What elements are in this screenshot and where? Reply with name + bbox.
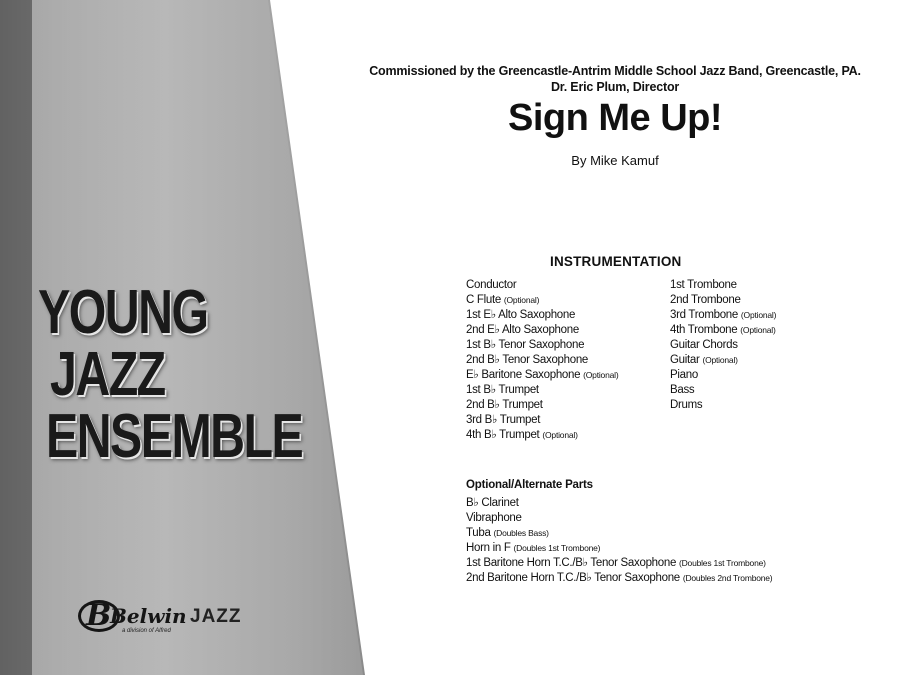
part-name: Drums — [670, 399, 703, 411]
part-item — [466, 511, 772, 526]
part-item — [466, 541, 772, 556]
part-item — [670, 338, 776, 353]
part-name: B♭ Clarinet — [466, 497, 519, 509]
part-item — [670, 368, 776, 383]
optional-parts-list — [466, 496, 772, 586]
part-note: (Doubles 1st Trombone) — [513, 543, 601, 553]
part-name: 2nd B♭ Trumpet — [466, 399, 543, 411]
part-item — [466, 496, 772, 511]
part-item — [466, 368, 618, 383]
part-name: Guitar — [670, 354, 700, 366]
part-item — [670, 308, 776, 323]
part-note: (Optional) — [503, 295, 540, 305]
part-name: 2nd Trombone — [670, 294, 741, 306]
part-name: Vibraphone — [466, 512, 522, 524]
part-name: Horn in F — [466, 542, 511, 554]
part-item — [466, 353, 618, 368]
part-name: Bass — [670, 384, 695, 396]
part-item — [466, 398, 618, 413]
part-item — [670, 278, 776, 293]
part-item — [466, 338, 618, 353]
series-title-young: YOUNG — [38, 278, 208, 347]
part-note: (Doubles Bass) — [493, 528, 549, 538]
part-item — [466, 308, 618, 323]
part-name: 1st B♭ Trumpet — [466, 384, 539, 396]
part-note: (Optional) — [740, 310, 777, 320]
part-name: 2nd Baritone Horn T.C./B♭ Tenor Saxophone — [466, 572, 680, 584]
part-name: 3rd B♭ Trumpet — [466, 414, 541, 426]
part-item — [466, 383, 618, 398]
part-item — [466, 293, 618, 308]
part-item — [670, 398, 776, 413]
instrumentation-heading: INSTRUMENTATION — [550, 254, 682, 269]
logo-b-icon: B — [86, 598, 112, 633]
part-item — [466, 556, 772, 571]
part-name: 4th Trombone — [670, 324, 738, 336]
part-note: (Optional) — [542, 430, 578, 440]
part-item — [466, 278, 618, 293]
part-name: 3rd Trombone — [670, 309, 738, 321]
page-title: Sign Me Up! — [507, 97, 723, 139]
part-name: Guitar Chords — [670, 339, 738, 351]
part-name: 1st E♭ Alto Saxophone — [466, 309, 576, 321]
belwin-jazz-logo — [78, 598, 258, 642]
part-item — [466, 571, 772, 586]
commission-line: Commissioned by the Greencastle-Antrim Middle School Jazz Band, Greencastle, PA. — [369, 64, 861, 78]
part-name: 1st Trombone — [670, 279, 737, 291]
part-name: 1st B♭ Tenor Saxophone — [466, 339, 585, 351]
part-note: (Optional) — [583, 370, 619, 380]
part-item — [670, 383, 776, 398]
instrumentation-right-column — [670, 278, 776, 413]
part-item — [670, 323, 776, 338]
part-name: Piano — [670, 369, 698, 381]
part-note: (Optional) — [740, 325, 776, 335]
series-title-jazz: JAZZ — [50, 340, 165, 409]
part-name: 2nd E♭ Alto Saxophone — [466, 324, 579, 336]
director-line: Dr. Eric Plum, Director — [550, 80, 680, 94]
part-name: Conductor — [466, 279, 517, 291]
composer-byline: By Mike Kamuf — [571, 153, 659, 168]
part-name: C Flute — [466, 294, 501, 306]
part-item — [670, 293, 776, 308]
part-item — [670, 353, 776, 368]
logo-jazz: JAZZ — [190, 606, 242, 627]
part-name: 1st Baritone Horn T.C./B♭ Tenor Saxophone — [466, 557, 677, 569]
part-name: 2nd B♭ Tenor Saxophone — [466, 354, 589, 366]
part-item — [466, 526, 772, 541]
part-note: (Doubles 1st Trombone) — [678, 558, 766, 568]
optional-parts-heading: Optional/Alternate Parts — [466, 479, 593, 491]
logo-brand: Belwin — [110, 604, 187, 628]
part-name: E♭ Baritone Saxophone — [466, 369, 581, 381]
part-name: Tuba — [466, 527, 491, 539]
part-item — [466, 428, 618, 443]
part-note: (Doubles 2nd Trombone) — [682, 573, 773, 583]
part-name: 4th B♭ Trumpet — [466, 429, 540, 441]
part-item — [466, 413, 618, 428]
part-item — [466, 323, 618, 338]
series-title-ensemble: ENSEMBLE — [46, 402, 303, 471]
instrumentation-left-column — [466, 278, 618, 443]
logo-subtitle: a division of Alfred — [122, 628, 171, 634]
part-note: (Optional) — [702, 355, 738, 365]
